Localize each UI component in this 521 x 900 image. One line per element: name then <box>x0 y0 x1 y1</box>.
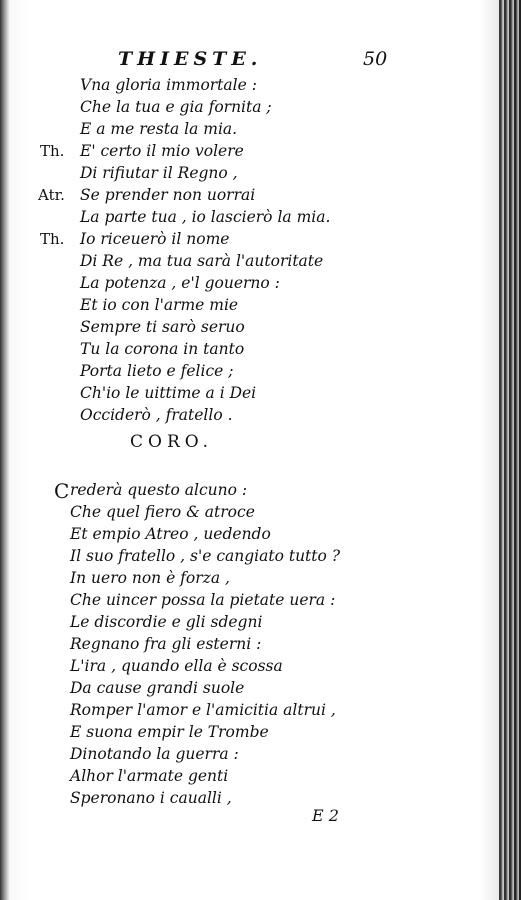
verse-line: rederà questo alcuno : <box>70 481 248 499</box>
verse-line: E suona empir le Trombe <box>70 723 269 741</box>
running-title: THIESTE. <box>118 48 263 70</box>
dialogue-line: Vna gloria immortale : <box>80 76 257 94</box>
verse-line: Et empio Atreo , uedendo <box>70 525 271 543</box>
dialogue-line: Se prender non uorrai <box>80 186 256 204</box>
dialogue-line: Che la tua e gia fornita ; <box>80 98 272 116</box>
page-edges <box>499 0 521 900</box>
verse-line: Da cause grandi suole <box>70 679 245 697</box>
verse-line: L'ira , quando ella è scossa <box>70 657 283 675</box>
verse-line: Regnano fra gli esterni : <box>70 635 262 653</box>
dialogue-line: Di Re , ma tua sarà l'autoritate <box>80 252 324 270</box>
page-number: 50 <box>363 48 388 70</box>
speaker-label: Th. <box>40 142 65 160</box>
dialogue-line: E a me resta la mia. <box>80 120 238 138</box>
dialogue-line: La parte tua , io lascierò la mia. <box>80 208 331 226</box>
dialogue-line: Tu la corona in tanto <box>80 340 245 358</box>
signature-mark: E 2 <box>312 806 339 825</box>
verse-line: Che quel fiero & atroce <box>70 503 255 521</box>
verse-line: Alhor l'armate genti <box>70 767 229 785</box>
dialogue-line: Sempre ti sarò seruo <box>80 318 245 336</box>
dialogue-line: Io riceuerò il nome <box>80 230 230 248</box>
verse-line: Che uincer possa la pietate uera : <box>70 591 336 609</box>
dialogue-line: E' certo il mio volere <box>80 142 244 160</box>
verse-line: Le discordie e gli sdegni <box>70 613 263 631</box>
chorus-heading: CORO. <box>130 432 214 452</box>
speaker-label: Th. <box>40 230 65 248</box>
verse-line: Romper l'amor e l'amicitia altrui , <box>70 701 336 719</box>
verse-line: Il suo fratello , s'e cangiato tutto ? <box>70 547 341 565</box>
dialogue-line: Occiderò , fratello . <box>80 406 233 424</box>
dialogue-line: La potenza , e'l gouerno : <box>80 274 280 292</box>
page-gutter <box>0 0 10 900</box>
dialogue-line: Di rifiutar il Regno , <box>80 164 238 182</box>
speaker-label: Atr. <box>38 186 65 204</box>
dialogue-line: Et io con l'arme mie <box>80 296 239 314</box>
drop-initial: C <box>54 479 70 503</box>
dialogue-line: Porta lieto e felice ; <box>80 362 234 380</box>
dialogue-line: Ch'io le uittime a i Dei <box>80 384 257 402</box>
verse-line: Speronano i caualli , <box>70 789 232 807</box>
verse-line: Dinotando la guerra : <box>70 745 239 763</box>
verse-line: In uero non è forza , <box>70 569 230 587</box>
